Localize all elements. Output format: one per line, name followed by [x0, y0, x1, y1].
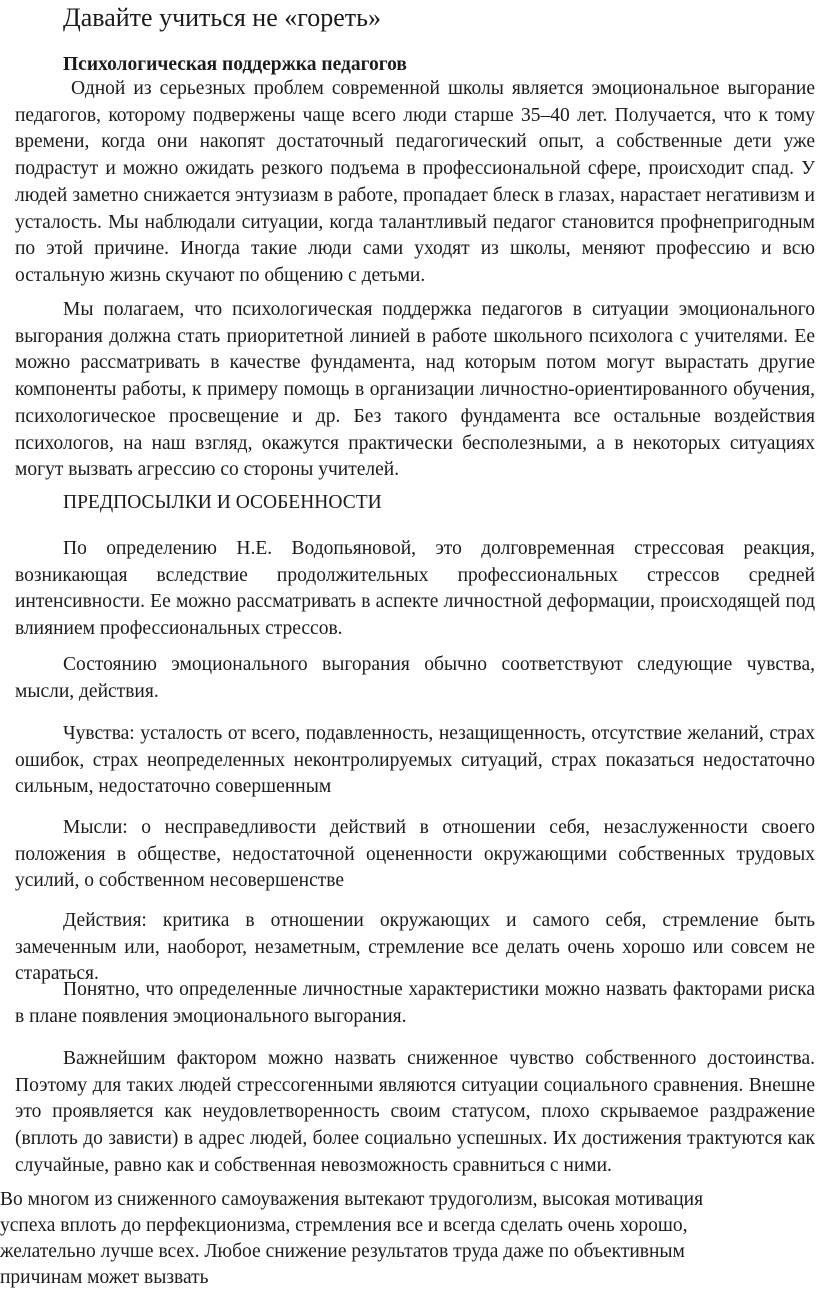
- paragraph-workaholism: Во многом из сниженного самоуважения вытекают трудоголизм, высокая мотивация успеха вплоть до перфекционизма, стремления все и всегда сделать очень хорошо, желательно лучше всех. Любое снижение результатов труда даже по объективным причинам может вызвать: [0, 1189, 704, 1288]
- paragraph-1: Одной из серьезных проблем современной школы является эмоциональное выгорание педагогов, которому подвержены чаще всего люди старше 35–40 лет. Получается, что к тому времени, когда они накопят достаточный педагогический опыт, а собственные дети уже подрастут и можно ожидать резкого подъема в профессиональной сфере, происходит спад. У людей заметно снижается энтузиазм в работе, пропадает блеск в глазах, нарастает негативизм и усталость. Мы наблюдали ситуации, когда талантливый педагог становится профнепригодным по этой причине. Иногда такие люди сами уходят из школы, меняют профессию и всю остальную жизнь скучают по общению с детьми.: [15, 78, 815, 286]
- paragraph-feelings: Чувства: усталость от всего, подавленность, незащищенность, отсутствие желаний, страх ошибок, страх неопределенных неконтролируемых ситуаций, страх показаться недостаточно сильным, недостаточно совершенным: [15, 723, 815, 798]
- paragraph-actions: Действия: критика в отношении окружающих и самого себя, стремление быть замеченным или, наоборот, незаметным, стремление все делать очень хорошо или совсем не стараться.: [15, 910, 815, 985]
- paragraph-self-esteem: Важнейшим фактором можно назвать сниженное чувство собственного достоинства. Поэтому для таких людей стрессогенными являются ситуации социального сравнения. Внешне это проявляется как неудовлетворенность своим статусом, плохо скрываемое раздражение (вплоть до зависти) в адрес людей, более социально успешных. Их достижения трактуются как случайные, равно как и собственная невозможность сравниться с ними.: [15, 1048, 815, 1176]
- document-subtitle: Психологическая поддержка педагогов: [63, 54, 407, 75]
- paragraph-2: Мы полагаем, что психологическая поддержка педагогов в ситуации эмоционального выгорания должна стать приоритетной линией в работе школьного психолога с учителями. Ее можно рассматривать в качестве фундамента, над которым потом могут вырастать другие компоненты работы, к примеру помощь в организации личностно-ориентированного обучения, психологическое просвещение и др. Без такого фундамента все остальные воздействия психологов, на наш взгляд, окажутся практически бесполезными, а в некоторых ситуациях могут вызвать агрессию со стороны учителей.: [15, 299, 815, 481]
- paragraph-states: Состоянию эмоционального выгорания обычно соответствуют следующие чувства, мысли, действия.: [15, 654, 815, 702]
- section-heading: ПРЕДПОСЫЛКИ И ОСОБЕННОСТИ: [63, 492, 382, 513]
- paragraph-thoughts: Мысли: о несправедливости действий в отношении себя, незаслуженности своего положения в обществе, недостаточной оцененности окружающими собственных трудовых усилий, о собственном несовершенстве: [15, 817, 815, 892]
- paragraph-definition: По определению Н.Е. Водопьяновой, это долговременная стрессовая реакция, возникающая вследствие продолжительных профессиональных стрессов средней интенсивности. Ее можно рассматривать в аспекте личностной деформации, происходящей под влиянием профессиональных стрессов.: [15, 538, 815, 640]
- paragraph-risk-factors: Понятно, что определенные личностные характеристики можно назвать факторами риска в плане появления эмоционального выгорания.: [15, 979, 815, 1027]
- document-title: Давайте учиться не «гореть»: [63, 3, 382, 32]
